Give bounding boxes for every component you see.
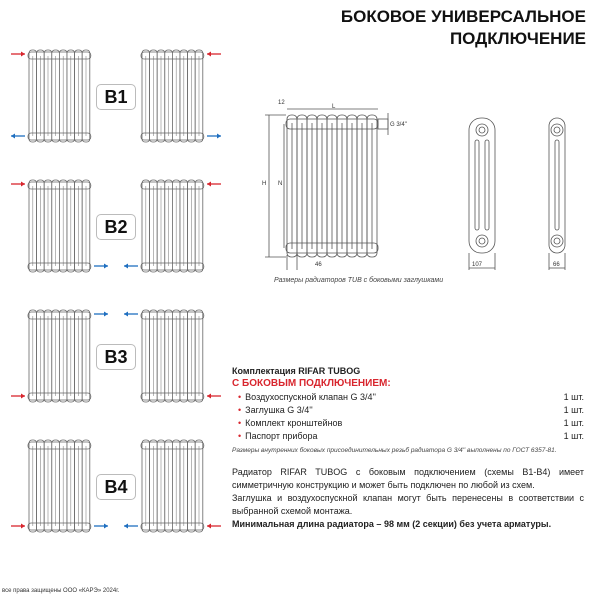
radiator-left xyxy=(28,180,91,272)
scheme-label: B1 xyxy=(96,84,136,110)
radiator-right xyxy=(141,440,204,532)
arrow-supply-icon xyxy=(11,524,25,529)
dim-offset: 12 xyxy=(278,100,285,106)
arrow-supply-icon xyxy=(11,52,25,57)
radiator-left xyxy=(28,50,91,142)
radiator-front-view xyxy=(265,109,388,270)
arrow-return-icon xyxy=(94,524,108,529)
arrow-return-icon xyxy=(207,134,221,139)
scheme-label: B4 xyxy=(96,474,136,500)
arrow-return-icon xyxy=(124,524,138,529)
kit-item-name: Комплект кронштейнов xyxy=(245,418,343,428)
arrow-supply-icon xyxy=(207,394,221,399)
kit-subheading: С БОКОВЫМ ПОДКЛЮЧЕНИЕМ: xyxy=(232,378,391,389)
kit-item xyxy=(232,431,584,441)
arrow-return-icon xyxy=(124,264,138,269)
arrow-return-icon xyxy=(124,312,138,317)
radiator-side-view-2col xyxy=(549,118,565,270)
kit-note: Размеры внутренних боковых присоединительных резьб радиатора G 3/4'' выполнены по ГОСТ 6357-81. xyxy=(232,447,557,454)
kit-item-qty: 1 шт. xyxy=(563,405,584,415)
kit-item-name: Воздухоспускной клапан G 3/4'' xyxy=(245,392,376,402)
kit-heading: Комплектация RIFAR TUBOG xyxy=(232,366,361,376)
dim-thread: G 3/4'' xyxy=(390,122,407,128)
scheme-b3 xyxy=(0,308,230,418)
dim-center: N xyxy=(278,181,283,187)
copyright: все права защищены ООО «КАРЭ» 2024г. xyxy=(2,588,120,594)
radiator-left xyxy=(28,440,91,532)
radiator-left xyxy=(28,310,91,402)
scheme-b1 xyxy=(0,48,230,158)
kit-item-name: Заглушка G 3/4'' xyxy=(245,405,313,415)
scheme-label: B3 xyxy=(96,344,136,370)
arrow-return-icon xyxy=(94,312,108,317)
bullet-icon: • xyxy=(238,405,242,415)
kit-item-qty: 1 шт. xyxy=(563,431,584,441)
kit-item-qty: 1 шт. xyxy=(563,392,584,402)
page-title: БОКОВОЕ УНИВЕРСАЛЬНОЕ ПОДКЛЮЧЕНИЕ xyxy=(340,7,586,48)
arrow-supply-icon xyxy=(11,182,25,187)
radiator-side-view-3col xyxy=(469,118,495,270)
kit-item xyxy=(232,405,584,415)
description: Радиатор RIFAR TUBOG с боковым подключением (схемы B1-B4) имеет симметричную конструкцию и может быть подключен по любой из схем. Заглушка и воздухоспускной клапан могут быть перенесены в соответствии с выбранной схемой монтажа. Минимальная длина радиатора – 98 мм (2 секции) без учета арматуры. xyxy=(232,467,584,529)
dim-length: L xyxy=(332,104,336,110)
dimension-drawing xyxy=(252,95,592,275)
scheme-label: B2 xyxy=(96,214,136,240)
dimensions-caption: Размеры радиаторов TUB с боковыми заглушками xyxy=(274,277,444,284)
bullet-icon: • xyxy=(238,431,242,441)
kit-item xyxy=(232,418,584,428)
arrow-supply-icon xyxy=(207,52,221,57)
arrow-supply-icon xyxy=(207,524,221,529)
dim-depth-3col: 107 xyxy=(472,262,483,268)
dim-depth-2col: 66 xyxy=(553,262,560,268)
kit-section xyxy=(232,366,584,454)
radiator-right xyxy=(141,310,204,402)
scheme-b4 xyxy=(0,438,230,548)
bullet-icon: • xyxy=(238,418,242,428)
arrow-supply-icon xyxy=(11,394,25,399)
scheme-b2 xyxy=(0,178,230,288)
dim-height: H xyxy=(262,181,267,187)
kit-item xyxy=(232,392,584,402)
radiator-right xyxy=(141,180,204,272)
radiator-right xyxy=(141,50,204,142)
dim-pitch: 46 xyxy=(315,262,322,268)
arrow-supply-icon xyxy=(207,182,221,187)
arrow-return-icon xyxy=(94,264,108,269)
kit-item-qty: 1 шт. xyxy=(563,418,584,428)
bullet-icon: • xyxy=(238,392,242,402)
arrow-return-icon xyxy=(11,134,25,139)
kit-item-name: Паспорт прибора xyxy=(245,431,318,441)
